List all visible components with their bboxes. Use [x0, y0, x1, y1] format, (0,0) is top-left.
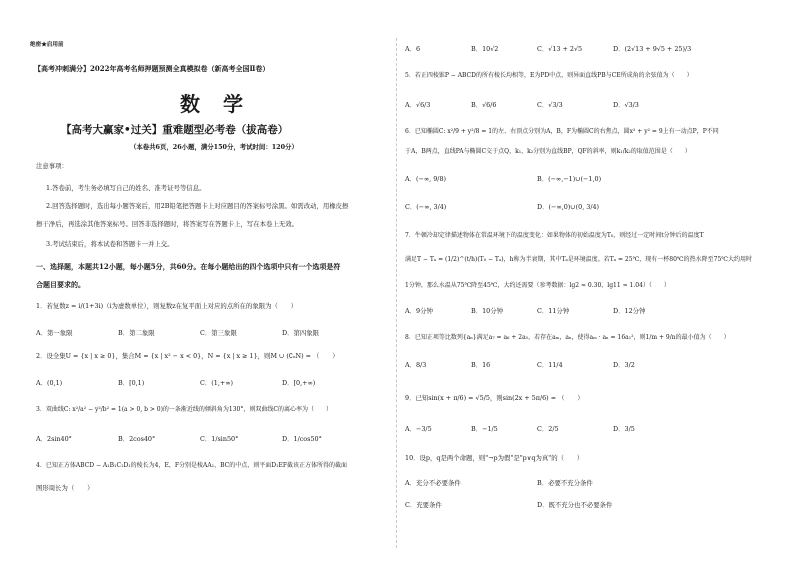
q2-option-a: A．(0,1)	[36, 379, 63, 387]
q2-option-c: C．(1,+∞)	[200, 379, 234, 387]
question-8: 8．已知正项等比数列{aₙ}满足a₇ = a₆ + 2a₅，若存在aₘ，aₙ，使得aₘ · aₙ = 16a₁²，则1/m + 9/n的最小值为（ ）	[405, 334, 730, 341]
right-column	[397, 0, 794, 562]
q2-option-b: B．[0,1)	[118, 379, 145, 387]
question-5: 5．若正四棱锥P − ABCD的所有棱长均相等，E为PD中点，则异面直线PB与CE所成角的余弦值为（ ）	[405, 72, 693, 79]
exam-info: （本卷共6页，26小题，满分150分，考试时间：120分）	[130, 143, 298, 151]
q7-option-a: A．9分钟	[405, 307, 433, 315]
subject-title: 数 学	[180, 92, 251, 116]
q1-option-c: C．第三象限	[200, 329, 237, 337]
q10-option-d: D．既不充分也不必要条件	[537, 501, 613, 509]
q1-option-d: D．第四象限	[282, 329, 320, 337]
question-6-line-1: 6．已知椭圆C: x²/9 + y²/8 = 1的左、右顶点分别为A，B，F为椭圆C的右焦点，圆x² + y² = 9上有一动点P，P不同	[405, 128, 719, 135]
q4-option-d: D．(2√13 + 9√5 + 25)/3	[613, 45, 692, 53]
q10-option-c: C．充要条件	[405, 501, 442, 509]
q3-option-b: B．2cos40°	[118, 435, 156, 443]
q3-option-a: A．2sin40°	[36, 435, 72, 443]
q3-option-c: C．1/sin50°	[200, 435, 239, 443]
q8-option-a: A．8/3	[405, 361, 427, 369]
q8-option-c: C．11/4	[537, 361, 563, 369]
question-2: 2．设全集U = {x | x ≥ 0}，集合M = {x | x² − x < 0}，N = {x | x ≥ 1}，则M ∪ (∁ᵤN) = （ ）	[36, 352, 339, 360]
q6-option-a: A．(−∞, 9/8)	[405, 175, 447, 183]
q6-option-d: D．(−∞,0)∪(0, 3/4)	[537, 203, 600, 211]
exam-supertitle: 【高考冲刺满分】2022年高考名师押题预测全真模拟卷（新高考全国Ⅱ卷）	[34, 64, 270, 73]
q9-option-d: D．3/5	[613, 425, 635, 433]
note-2-line-2: 擦干净后，再选涂其他答案标号。回答非选择题时，将答案写在答题卡上，写在本卷上无效。	[36, 220, 299, 228]
q7-option-c: C．11分钟	[537, 307, 570, 315]
q10-option-b: B．必要不充分条件	[537, 479, 593, 487]
q5-option-c: C．√3/3	[537, 101, 563, 109]
question-9: 9．已知sin(x + π/6) = √5/5，则sin(2x + 5π/6) = （ ）	[405, 394, 584, 402]
section-heading-line-2: 合题目要求的。	[36, 280, 85, 289]
q1-option-b: B．第二象限	[118, 329, 155, 337]
q9-option-b: B．−1/5	[471, 425, 498, 433]
notes-heading: 注意事项：	[36, 162, 68, 170]
q2-option-d: D．[0,+∞)	[282, 379, 316, 387]
question-7-line-3: 1分钟，那么水温从75℃降至45℃，大约还需要（参考数据：lg2 ≈ 0.30，lg11 ≈ 1.04）（ ）	[405, 282, 670, 289]
question-7-line-2: 满足T − Tₐ = (1/2)^(t/h)(T₀ − Tₐ)，h称为半衰期，其中Tₐ是环境温度。若Tₐ = 25℃，现有一杯80℃的热水降至75℃大约用时	[405, 256, 752, 263]
note-3: 3.考试结束后，将本试卷和答题卡一并上交。	[46, 240, 174, 248]
section-heading-line-1: 一、选择题，本题共12小题，每小题5分，共60分。在每小题给出的四个选项中只有一个选项是符	[36, 262, 341, 271]
note-1: 1.答卷前，考生务必填写自己的姓名、准考证号等信息。	[46, 184, 206, 192]
q8-option-b: B．16	[471, 361, 491, 369]
q5-option-b: B．√6/6	[471, 101, 497, 109]
question-4-line-1: 4．已知正方体ABCD − A₁B₁C₁D₁的棱长为4，E，F分别是棱AA₁，BC的中点，则平面D₁EF截该正方体所得的截面	[36, 462, 347, 469]
q5-option-d: D．√3/3	[613, 101, 639, 109]
question-1: 1．若复数z = i/(1+3i)（i为虚数单位），则复数z在复平面上对应的点所在的象限为（ ）	[36, 302, 298, 310]
q8-option-d: D．3/2	[613, 361, 635, 369]
exam-subtitle: 【高考大赢家•过关】重难题型必考卷（拔高卷）	[61, 124, 289, 136]
q9-option-c: C．2/5	[537, 425, 559, 433]
q5-option-a: A．√6/3	[405, 101, 431, 109]
q3-option-d: D．1/cos50°	[282, 435, 322, 443]
question-7-line-1: 7．牛顿冷却定律描述物体在常温环境下的温度变化：如果物体的初始温度为T₀，则经过一定时间t分钟后的温度T	[405, 232, 704, 239]
note-2-line-1: 2.回答选择题时，选出每小题答案后，用2B铅笔把答题卡上对应题目的答案标号涂黑。如需改动，用橡皮擦	[46, 202, 349, 210]
question-10: 10．设p，q是两个命题，则"¬p为假"是"p∨q为真"的（ ）	[405, 454, 584, 462]
question-6-line-2: 于A，B两点，直线PA与椭圆C交于点Q，k₁，k₂分别为直线BP，QF的斜率，则k₁/k₂的取值范围是（ ）	[405, 148, 691, 155]
secret-label: 绝密★启用前	[30, 42, 64, 48]
q7-option-d: D．12分钟	[613, 307, 646, 315]
q7-option-b: B．10分钟	[471, 307, 503, 315]
question-4-line-2: 图形周长为（ ）	[36, 484, 94, 492]
q4-option-b: B．10√2	[471, 45, 499, 53]
q9-option-a: A．−3/5	[405, 425, 432, 433]
q6-option-c: C．(−∞, 3/4)	[405, 203, 447, 211]
q1-option-a: A．第一象限	[36, 329, 73, 337]
q10-option-a: A．充分不必要条件	[405, 479, 461, 487]
question-3: 3．双曲线C: x²/a² − y²/b² = 1(a > 0, b > 0)的一条渐近线的倾斜角为130°，则双曲线C的离心率为（ ）	[36, 406, 332, 413]
q6-option-b: B．(−∞,−1)∪(−1,0)	[537, 175, 602, 183]
q4-option-c: C．√13 + 2√5	[537, 45, 583, 53]
q4-option-a: A．6	[405, 45, 421, 53]
